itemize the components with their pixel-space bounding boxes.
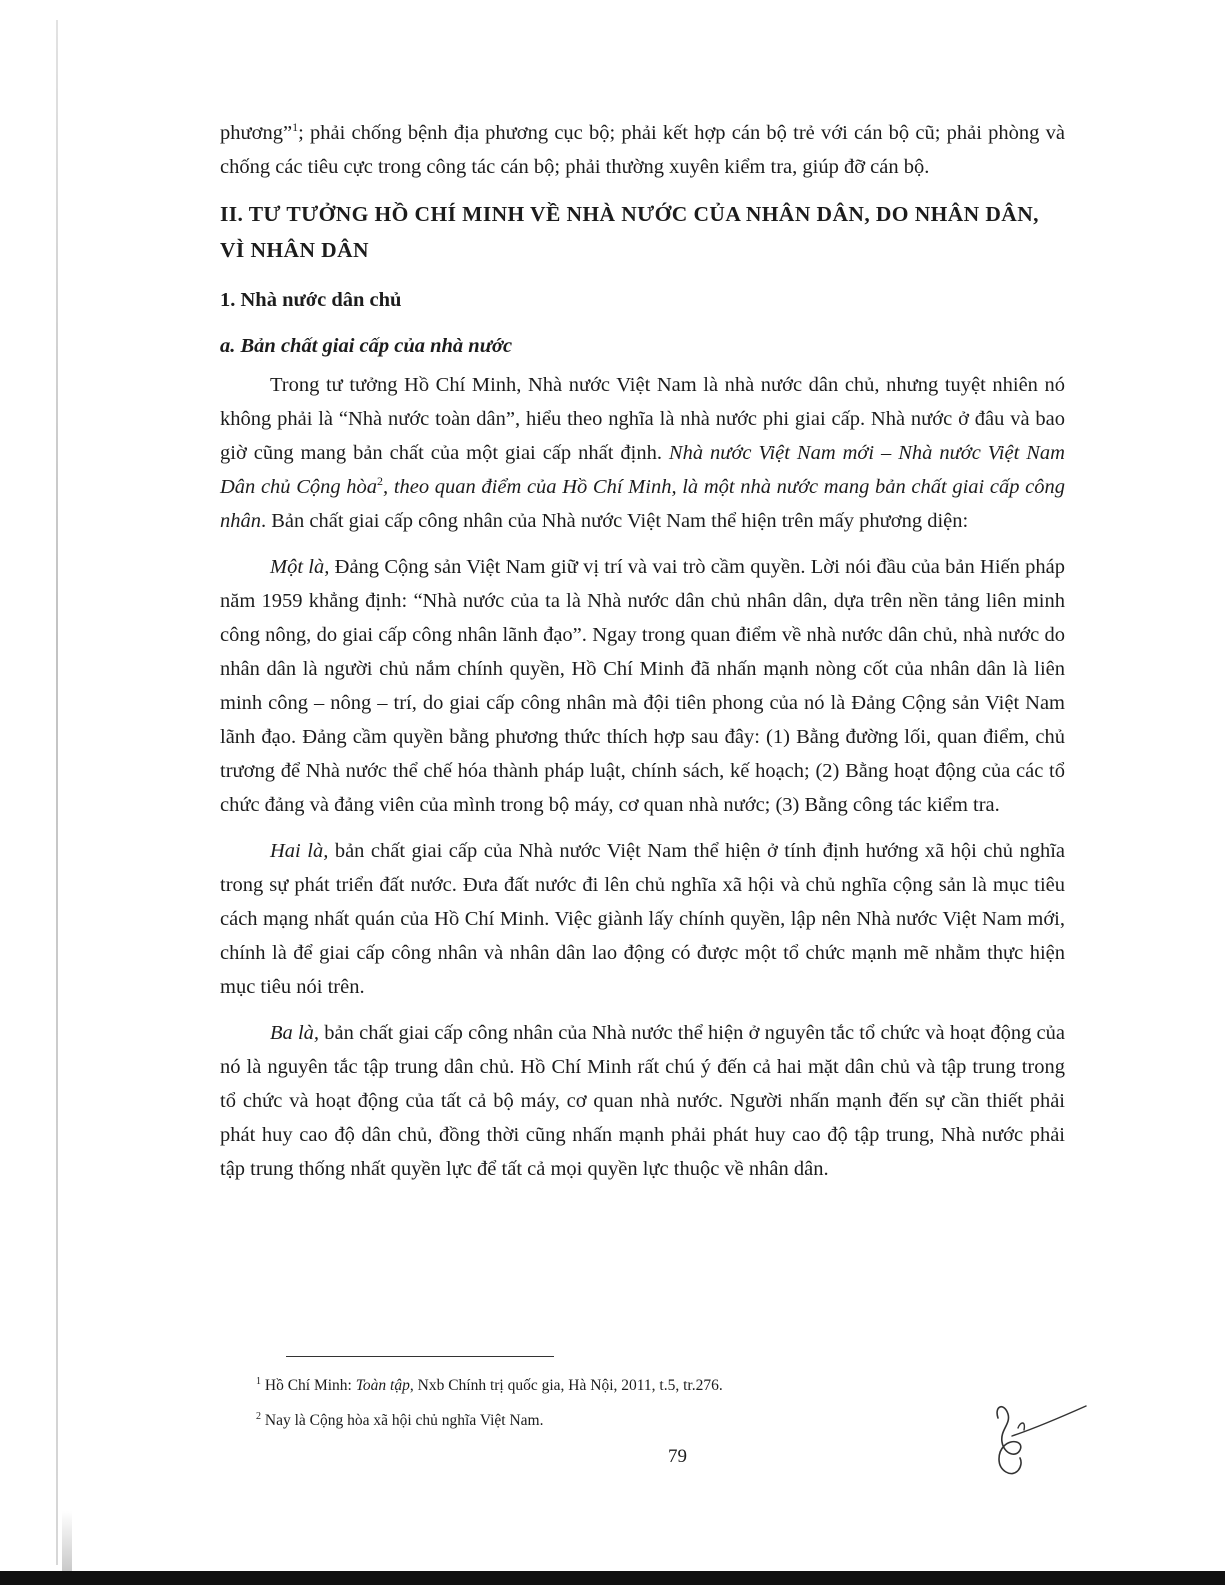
para1-italic-a: Nhà nước Việt Nam mới – Nhà nước Việt Nam Dân chủ Cộng hòa (220, 442, 1065, 498)
para2-lead: Một là, (270, 556, 330, 578)
footnote-2-mark: 2 (256, 1410, 261, 1422)
footnote-1-italic: Toàn tập (355, 1377, 410, 1394)
intro-text-b: ; phải chống bệnh địa phương cục bộ; phải kết hợp cán bộ trẻ với cán bộ cũ; phải phòng và chống các tiêu cực trong công tác cán bộ; phải thường xuyên kiểm tra, giúp đỡ cán bộ. (220, 122, 1065, 178)
intro-text-a: phương” (220, 122, 293, 144)
footnote-1-mark: 1 (256, 1375, 261, 1387)
para1-italic-b: , theo quan điểm của Hồ Chí Minh, là một nhà nước mang bản chất giai cấp công nhân (220, 476, 1065, 532)
para3-lead: Hai là, (270, 840, 329, 862)
subsection-heading: 1. Nhà nước dân chủ (220, 289, 402, 311)
footnote-ref-1[interactable]: 1 (292, 120, 299, 135)
para4-lead: Ba là, (270, 1022, 320, 1044)
scan-bottom-left-shadow (62, 1511, 72, 1571)
page-number: 79 (668, 1446, 687, 1467)
footnote-ref-2[interactable]: 2 (377, 474, 384, 489)
footnote-1-text-b: , Nxb Chính trị quốc gia, Hà Nội, 2011, t.5, tr.276. (409, 1377, 723, 1394)
section-heading: II. TƯ TƯỞNG HỒ CHÍ MINH VỀ NHÀ NƯỚC CỦA NHÂN DÂN, DO NHÂN DÂN, VÌ NHÂN DÂN (220, 202, 1039, 262)
footnote-2-text: Nay là Cộng hòa xã hội chủ nghĩa Việt Nam. (264, 1412, 544, 1429)
subsubsection-heading: a. Bản chất giai cấp của nhà nước (220, 335, 513, 357)
para2-text: Đảng Cộng sản Việt Nam giữ vị trí và vai trò cầm quyền. Lời nói đầu của bản Hiến pháp năm 1959 khẳng định: “Nhà nước của ta là Nhà nước dân chủ nhân dân, dựa trên nền tảng liên minh công nông, do giai cấp công nhân lãnh đạo”. Ngay trong quan điểm về nhà nước dân chủ, nhà nước do nhân dân là người chủ nắm chính quyền, Hồ Chí Minh đã nhấn mạnh nòng cốt của nhân dân là liên minh công – nông – trí, do giai cấp công nhân mà đội tiên phong của nó là Đảng Cộng sản Việt Nam lãnh đạo. Đảng cầm quyền bằng phương thức thích hợp sau đây: (1) Bằng đường lối, quan điểm, chủ trương để Nhà nước thể chế hóa thành pháp luật, chính sách, kế hoạch; (2) Bằng hoạt động của các tổ chức đảng và đảng viên của mình trong bộ máy, cơ quan nhà nước; (3) Bằng công tác kiểm tra. (220, 556, 1066, 816)
para1-text-b: . Bản chất giai cấp công nhân của Nhà nước Việt Nam thể hiện trên mấy phương diện: (261, 510, 969, 532)
footnote-1 (256, 1376, 1016, 1396)
page-body (220, 116, 1065, 1186)
paragraph-4 (220, 1016, 1065, 1186)
scan-bottom-edge (0, 1571, 1225, 1585)
paragraph-3 (220, 834, 1065, 1004)
intro-paragraph (220, 116, 1065, 184)
handwritten-initials (990, 1400, 1090, 1480)
para1-text-a: Trong tư tưởng Hồ Chí Minh, Nhà nước Việt Nam là nhà nước dân chủ, nhưng tuyệt nhiên nó không phải là “Nhà nước toàn dân”, hiểu theo nghĩa là nhà nước phi giai cấp. Nhà nước ở đâu và bao giờ cũng mang bản chất của một giai cấp nhất định. (220, 374, 1065, 464)
para4-text: bản chất giai cấp công nhân của Nhà nước thể hiện ở nguyên tắc tổ chức và hoạt động của nó là nguyên tắc tập trung dân chủ. Hồ Chí Minh rất chú ý đến cả hai mặt dân chủ và tập trung trong tổ chức và hoạt động của tất cả bộ máy, cơ quan nhà nước. Người nhấn mạnh đến sự cần thiết phải phát huy cao độ dân chủ, đồng thời cũng nhấn mạnh phải phát huy cao độ tập trung, Nhà nước phải tập trung thống nhất quyền lực để tất cả mọi quyền lực thuộc về nhân dân. (220, 1022, 1065, 1180)
paragraph-1 (220, 368, 1065, 538)
footnote-2 (256, 1411, 1016, 1431)
scan-left-edge (56, 20, 58, 1565)
footnote-1-text-a: Hồ Chí Minh: (264, 1377, 356, 1394)
footnotes (256, 1376, 1016, 1446)
footnote-divider (286, 1356, 554, 1357)
paragraph-2 (220, 550, 1065, 822)
para3-text: bản chất giai cấp của Nhà nước Việt Nam thể hiện ở tính định hướng xã hội chủ nghĩa trong sự phát triển đất nước. Đưa đất nước đi lên chủ nghĩa xã hội và chủ nghĩa cộng sản là mục tiêu cách mạng nhất quán của Hồ Chí Minh. Việc giành lấy chính quyền, lập nên Nhà nước Việt Nam mới, chính là để giai cấp công nhân và nhân dân lao động có được một tổ chức mạnh mẽ nhằm thực hiện mục tiêu nói trên. (220, 840, 1066, 998)
